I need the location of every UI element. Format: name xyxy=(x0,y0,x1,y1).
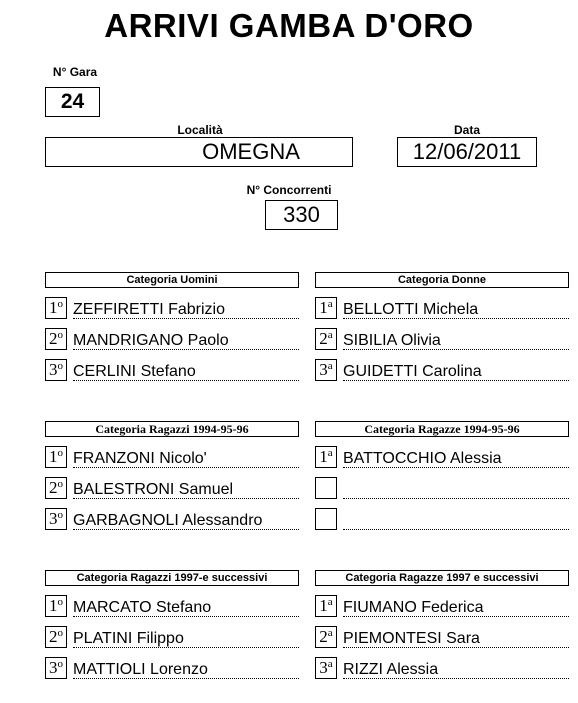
competitor-name-field[interactable]: GUIDETTI Carolina xyxy=(343,359,569,381)
competitor-name-field[interactable]: FRANZONI Nicolo' xyxy=(73,446,299,468)
position-box[interactable] xyxy=(45,297,67,319)
position-number: 2 xyxy=(49,627,58,646)
competitor-name-field[interactable]: ZEFFIRETTI Fabrizio xyxy=(73,297,299,319)
gara-label: N° Gara xyxy=(52,65,98,79)
data-label: Data xyxy=(453,123,480,137)
date-field[interactable]: 12/06/2011 xyxy=(397,137,537,167)
competitor-name-field[interactable] xyxy=(343,508,569,530)
position-box[interactable] xyxy=(315,508,337,530)
position-box[interactable] xyxy=(315,446,337,468)
position-number: 3 xyxy=(319,360,328,379)
competitor-name-field[interactable]: MATTIOLI Lorenzo xyxy=(73,657,299,679)
position-suffix: a xyxy=(327,596,333,608)
position-box[interactable] xyxy=(315,297,337,319)
position-number: 2 xyxy=(49,329,58,348)
position-suffix: o xyxy=(57,509,63,521)
position-suffix: o xyxy=(57,658,63,670)
gara-number-field[interactable]: 24 xyxy=(45,87,100,117)
position-number: 3 xyxy=(49,509,58,528)
position-box[interactable] xyxy=(45,477,67,499)
position-suffix: o xyxy=(57,329,63,341)
position-number: 1 xyxy=(319,298,328,317)
position-suffix: o xyxy=(57,360,63,372)
competitor-name-field[interactable]: RIZZI Alessia xyxy=(343,657,569,679)
competitor-name-field[interactable]: SIBILIA Olivia xyxy=(343,328,569,350)
position-box[interactable] xyxy=(45,657,67,679)
position-number: 3 xyxy=(319,658,328,677)
position-box[interactable] xyxy=(315,657,337,679)
position-box[interactable] xyxy=(45,508,67,530)
position-number: 2 xyxy=(319,627,328,646)
position-box[interactable] xyxy=(45,359,67,381)
position-box[interactable] xyxy=(315,595,337,617)
position-box[interactable] xyxy=(315,359,337,381)
position-number: 1 xyxy=(49,298,58,317)
page-title: ARRIVI GAMBA D'ORO xyxy=(104,7,474,44)
position-box[interactable] xyxy=(315,328,337,350)
competitor-name-field[interactable]: CERLINI Stefano xyxy=(73,359,299,381)
competitor-name-field[interactable]: BALESTRONI Samuel xyxy=(73,477,299,499)
competitor-name-field[interactable] xyxy=(343,477,569,499)
position-suffix: a xyxy=(327,658,333,670)
concorrenti-label: N° Concorrenti xyxy=(246,183,332,197)
competitor-name-field[interactable]: BELLOTTI Michela xyxy=(343,297,569,319)
competitor-name-field[interactable]: PIEMONTESI Sara xyxy=(343,626,569,648)
localita-label: Località xyxy=(177,123,223,137)
position-box[interactable] xyxy=(45,595,67,617)
competitor-name-field[interactable]: MANDRIGANO Paolo xyxy=(73,328,299,350)
position-suffix: a xyxy=(327,627,333,639)
competitor-name-field[interactable]: GARBAGNOLI Alessandro xyxy=(73,508,299,530)
position-number: 1 xyxy=(49,596,58,615)
position-box[interactable] xyxy=(315,626,337,648)
position-number: 1 xyxy=(49,447,58,466)
position-number: 2 xyxy=(49,478,58,497)
position-box[interactable] xyxy=(315,477,337,499)
competitor-name-field[interactable]: FIUMANO Federica xyxy=(343,595,569,617)
position-suffix: o xyxy=(57,447,63,459)
competitor-name-field[interactable]: MARCATO Stefano xyxy=(73,595,299,617)
position-suffix: o xyxy=(57,478,63,490)
position-suffix: o xyxy=(57,627,63,639)
position-suffix: o xyxy=(57,596,63,608)
position-number: 1 xyxy=(319,447,328,466)
localita-field[interactable] xyxy=(45,137,353,167)
position-number: 1 xyxy=(319,596,328,615)
concorrenti-field[interactable]: 330 xyxy=(265,200,338,230)
category-header: Categoria Uomini xyxy=(45,272,299,288)
category-header: Categoria Ragazze 1997 e successivi xyxy=(315,570,569,586)
position-suffix: a xyxy=(327,329,333,341)
position-number: 3 xyxy=(49,658,58,677)
position-suffix: a xyxy=(327,298,333,310)
position-box[interactable] xyxy=(45,626,67,648)
category-header: Categoria Ragazzi 1994-95-96 xyxy=(45,421,299,437)
position-box[interactable] xyxy=(45,446,67,468)
localita-value: OMEGNA xyxy=(202,139,300,164)
competitor-name-field[interactable]: BATTOCCHIO Alessia xyxy=(343,446,569,468)
category-header: Categoria Ragazze 1994-95-96 xyxy=(315,421,569,437)
position-suffix: a xyxy=(327,447,333,459)
category-header: Categoria Ragazzi 1997-e successivi xyxy=(45,570,299,586)
position-number: 2 xyxy=(319,329,328,348)
position-suffix: a xyxy=(327,360,333,372)
position-suffix: o xyxy=(57,298,63,310)
position-box[interactable] xyxy=(45,328,67,350)
competitor-name-field[interactable]: PLATINI Filippo xyxy=(73,626,299,648)
position-number: 3 xyxy=(49,360,58,379)
category-header: Categoria Donne xyxy=(315,272,569,288)
